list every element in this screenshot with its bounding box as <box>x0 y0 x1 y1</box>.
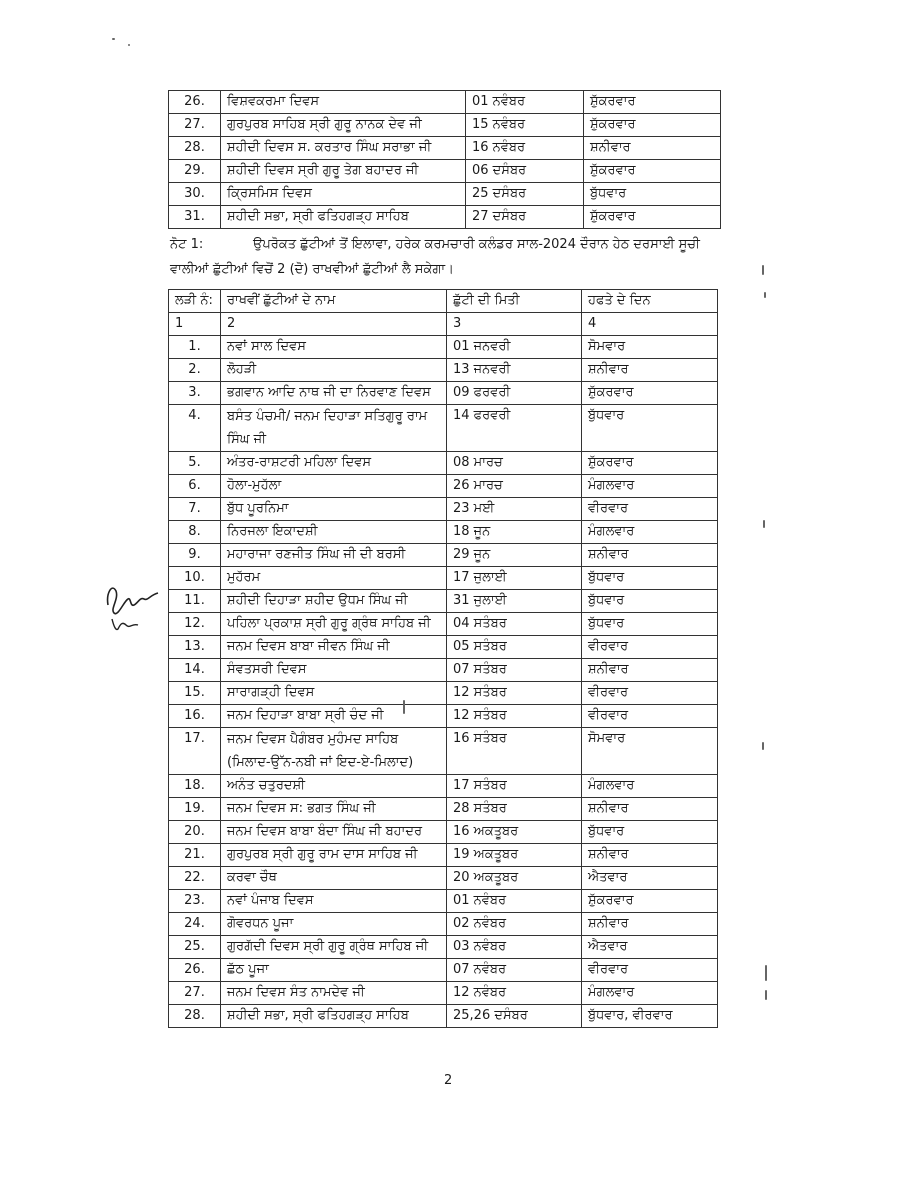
holiday-date: 31 ਜੁਲਾਈ <box>447 590 582 613</box>
table-row <box>169 498 718 521</box>
serial-number: 5. <box>169 452 221 475</box>
table-row <box>169 821 718 844</box>
holiday-name: ਸ਼ਹੀਦੀ ਸਭਾ, ਸ੍ਰੀ ਫਤਿਹਗੜ੍ਹ ਸਾਹਿਬ <box>221 1005 447 1028</box>
table-row <box>169 959 718 982</box>
table-row <box>169 91 721 114</box>
holiday-date: 15 ਨਵੰਬਰ <box>466 114 584 137</box>
weekday: ਬੁੱਧਵਾਰ <box>582 590 718 613</box>
note-text: ਉਪਰੋਕਤ ਛੁੱਟੀਆਂ ਤੋਂ ਇਲਾਵਾ, ਹਰੇਕ ਕਰਮਚਾਰੀ ਕਲੰਡਰ ਸਾਲ-2024 ਦੌਰਾਨ ਹੇਠ ਦਰਸਾਈ ਸੂਚੀ <box>253 237 700 252</box>
serial-number: 25. <box>169 936 221 959</box>
serial-number: 17. <box>169 728 221 775</box>
column-header-serial: ਲੜੀ ਨੰ: <box>169 290 221 313</box>
weekday: ਐਤਵਾਰ <box>582 867 718 890</box>
weekday: ਸ਼ੁੱਕਰਵਾਰ <box>582 452 718 475</box>
table-row <box>169 867 718 890</box>
serial-number: 6. <box>169 475 221 498</box>
table-row <box>169 659 718 682</box>
holiday-name: ਸ਼ਹੀਦੀ ਦਿਵਸ ਸ੍ਰੀ ਗੁਰੂ ਤੇਗ ਬਹਾਦਰ ਜੀ <box>221 160 466 183</box>
holiday-name: ਗੁਰਪੁਰਬ ਸ੍ਰੀ ਗੁਰੂ ਰਾਮ ਦਾਸ ਸਾਹਿਬ ਜੀ <box>221 844 447 867</box>
page-number: 2 <box>444 1073 453 1088</box>
weekday: ਵੀਰਵਾਰ <box>582 682 718 705</box>
weekday: ਸ਼ਨੀਵਾਰ <box>582 544 718 567</box>
weekday: ਸ਼ਨੀਵਾਰ <box>582 913 718 936</box>
table-header-row <box>169 290 718 313</box>
weekday: ਮੰਗਲਵਾਰ <box>582 521 718 544</box>
weekday: ਸ਼ੁੱਕਰਵਾਰ <box>584 114 721 137</box>
table-row <box>169 775 718 798</box>
holiday-date: 25 ਦਸੰਬਰ <box>466 183 584 206</box>
serial-number: 21. <box>169 844 221 867</box>
serial-number: 20. <box>169 821 221 844</box>
holiday-name: ਸ਼ਹੀਦੀ ਸਭਾ, ਸ੍ਰੀ ਫਤਿਹਗੜ੍ਹ ਸਾਹਿਬ <box>221 206 466 229</box>
column-number: 4 <box>582 313 718 336</box>
weekday: ਬੁੱਧਵਾਰ <box>582 613 718 636</box>
serial-number: 3. <box>169 382 221 405</box>
holiday-name: ਗੁਰਪੁਰਬ ਸਾਹਿਬ ਸ੍ਰੀ ਗੁਰੂ ਨਾਨਕ ਦੇਵ ਜੀ <box>221 114 466 137</box>
holiday-name: ਮਹਾਰਾਜਾ ਰਣਜੀਤ ਸਿੰਘ ਜੀ ਦੀ ਬਰਸੀ <box>221 544 447 567</box>
weekday: ਵੀਰਵਾਰ <box>582 636 718 659</box>
weekday: ਮੰਗਲਵਾਰ <box>582 982 718 1005</box>
holiday-date: 03 ਨਵੰਬਰ <box>447 936 582 959</box>
table-row <box>169 613 718 636</box>
holiday-date: 01 ਨਵੰਬਰ <box>466 91 584 114</box>
table-row <box>169 137 721 160</box>
table-row <box>169 798 718 821</box>
table-row <box>169 452 718 475</box>
scan-speck <box>112 38 115 40</box>
serial-number: 26. <box>169 959 221 982</box>
table-row <box>169 382 718 405</box>
serial-number: 19. <box>169 798 221 821</box>
holiday-name: ਅੰਤਰ-ਰਾਸ਼ਟਰੀ ਮਹਿਲਾ ਦਿਵਸ <box>221 452 447 475</box>
weekday: ਸੋਮਵਾਰ <box>582 728 718 775</box>
table-row <box>169 936 718 959</box>
serial-number: 11. <box>169 590 221 613</box>
weekday: ਸ਼ੁੱਕਰਵਾਰ <box>584 91 721 114</box>
holiday-date: 17 ਸਤੰਬਰ <box>447 775 582 798</box>
holiday-table-continued <box>168 90 721 229</box>
holiday-date: 19 ਅਕਤੂਬਰ <box>447 844 582 867</box>
holiday-name: ਜਨਮ ਦਿਵਸ ਸੰਤ ਨਾਮਦੇਵ ਜੀ <box>221 982 447 1005</box>
holiday-date: 16 ਸਤੰਬਰ <box>447 728 582 775</box>
scan-speck <box>765 990 767 1000</box>
handwritten-signature <box>100 575 166 639</box>
serial-number: 29. <box>169 160 221 183</box>
weekday: ਐਤਵਾਰ <box>582 936 718 959</box>
holiday-date: 12 ਸਤੰਬਰ <box>447 705 582 728</box>
weekday: ਬੁੱਧਵਾਰ <box>582 405 718 452</box>
weekday: ਵੀਰਵਾਰ <box>582 705 718 728</box>
table-row <box>169 336 718 359</box>
holiday-name: ਸ਼ਹੀਦੀ ਦਿਹਾੜਾ ਸ਼ਹੀਦ ਉਧਮ ਸਿੰਘ ਜੀ <box>221 590 447 613</box>
holiday-date: 06 ਦਸੰਬਰ <box>466 160 584 183</box>
holiday-name: ਜਨਮ ਦਿਵਸ ਪੈਗੰਬਰ ਮੁਹੰਮਦ ਸਾਹਿਬ (ਮਿਲਾਦ-ਉੱਨ-ਨਬੀ ਜਾਂ ਇਦ-ਏ-ਮਿਲਾਦ) <box>221 728 447 775</box>
serial-number: 9. <box>169 544 221 567</box>
table-row <box>169 359 718 382</box>
holiday-name: ਜਨਮ ਦਿਵਸ ਸ: ਭਗਤ ਸਿੰਘ ਜੀ <box>221 798 447 821</box>
serial-number: 2. <box>169 359 221 382</box>
holiday-name: ਨਵਾਂ ਸਾਲ ਦਿਵਸ <box>221 336 447 359</box>
holiday-name: ਨਿਰਜਲਾ ਇਕਾਦਸ਼ੀ <box>221 521 447 544</box>
holiday-date: 20 ਅਕਤੂਬਰ <box>447 867 582 890</box>
table-row <box>169 567 718 590</box>
weekday: ਮੰਗਲਵਾਰ <box>582 475 718 498</box>
serial-number: 22. <box>169 867 221 890</box>
serial-number: 28. <box>169 137 221 160</box>
scan-speck <box>764 292 766 298</box>
holiday-name: ਜਨਮ ਦਿਵਸ ਬਾਬਾ ਜੀਵਨ ਸਿੰਘ ਜੀ <box>221 636 447 659</box>
weekday: ਸ਼ਨੀਵਾਰ <box>584 137 721 160</box>
holiday-date: 16 ਨਵੰਬਰ <box>466 137 584 160</box>
holiday-name: ਮੁਹੱਰਮ <box>221 567 447 590</box>
note-continuation: ਵਾਲੀਆਂ ਛੁੱਟੀਆਂ ਵਿਚੋਂ 2 (ਦੋ) ਰਾਖਵੀਆਂ ਛੁੱਟੀਆਂ ਲੈ ਸਕੇਗਾ। <box>170 262 454 277</box>
holiday-date: 29 ਜੂਨ <box>447 544 582 567</box>
holiday-date: 09 ਫਰਵਰੀ <box>447 382 582 405</box>
holiday-name: ਜਨਮ ਦਿਵਸ ਬਾਬਾ ਬੰਦਾ ਸਿੰਘ ਜੀ ਬਹਾਦਰ <box>221 821 447 844</box>
table-row <box>169 913 718 936</box>
column-number-row <box>169 313 718 336</box>
table-row <box>169 728 718 775</box>
holiday-date: 26 ਮਾਰਚ <box>447 475 582 498</box>
weekday: ਸ਼ਨੀਵਾਰ <box>582 798 718 821</box>
table-row <box>169 844 718 867</box>
serial-number: 28. <box>169 1005 221 1028</box>
weekday: ਵੀਰਵਾਰ <box>582 959 718 982</box>
holiday-date: 25,26 ਦਸੰਬਰ <box>447 1005 582 1028</box>
serial-number: 14. <box>169 659 221 682</box>
serial-number: 12. <box>169 613 221 636</box>
holiday-name: ਕ੍ਰਿਸਮਿਸ ਦਿਵਸ <box>221 183 466 206</box>
column-number: 1 <box>169 313 221 336</box>
table-row <box>169 682 718 705</box>
holiday-date: 01 ਜਨਵਰੀ <box>447 336 582 359</box>
table-row <box>169 405 718 452</box>
table-row <box>169 160 721 183</box>
serial-number: 23. <box>169 890 221 913</box>
table-row <box>169 183 721 206</box>
holiday-date: 13 ਜਨਵਰੀ <box>447 359 582 382</box>
serial-number: 27. <box>169 114 221 137</box>
weekday: ਬੁੱਧਵਾਰ <box>582 567 718 590</box>
holiday-name: ਬਸੰਤ ਪੰਚਮੀ/ ਜਨਮ ਦਿਹਾੜਾ ਸਤਿਗੁਰੂ ਰਾਮ ਸਿੰਘ ਜੀ <box>221 405 447 452</box>
column-header-day: ਹਫਤੇ ਦੇ ਦਿਨ <box>582 290 718 313</box>
weekday: ਸ਼ੁੱਕਰਵਾਰ <box>582 890 718 913</box>
holiday-name: ਗੋਵਰਧਨ ਪੂਜਾ <box>221 913 447 936</box>
holiday-name: ਨਵਾਂ ਪੰਜਾਬ ਦਿਵਸ <box>221 890 447 913</box>
table-row <box>169 982 718 1005</box>
holiday-date: 14 ਫਰਵਰੀ <box>447 405 582 452</box>
scan-speck <box>765 965 767 981</box>
scan-speck <box>403 700 405 714</box>
weekday: ਵੀਰਵਾਰ <box>582 498 718 521</box>
holiday-name: ਗੁਰਗੱਦੀ ਦਿਵਸ ਸ੍ਰੀ ਗੁਰੂ ਗ੍ਰੰਥ ਸਾਹਿਬ ਜੀ <box>221 936 447 959</box>
weekday: ਸ਼ਨੀਵਾਰ <box>582 844 718 867</box>
weekday: ਸ਼ੁੱਕਰਵਾਰ <box>582 382 718 405</box>
holiday-date: 08 ਮਾਰਚ <box>447 452 582 475</box>
serial-number: 18. <box>169 775 221 798</box>
holiday-name: ਛੱਠ ਪੂਜਾ <box>221 959 447 982</box>
serial-number: 7. <box>169 498 221 521</box>
column-header-date: ਛੁੱਟੀ ਦੀ ਮਿਤੀ <box>447 290 582 313</box>
holiday-date: 23 ਮਈ <box>447 498 582 521</box>
table-row <box>169 636 718 659</box>
table-row <box>169 521 718 544</box>
holiday-name: ਅਨੰਤ ਚਤੁਰਦਸ਼ੀ <box>221 775 447 798</box>
serial-number: 4. <box>169 405 221 452</box>
scan-speck <box>763 520 765 528</box>
holiday-name: ਲੋਹੜੀ <box>221 359 447 382</box>
holiday-name: ਬੁੱਧ ਪੂਰਨਿਮਾ <box>221 498 447 521</box>
holiday-date: 17 ਜੁਲਾਈ <box>447 567 582 590</box>
holiday-name: ਭਗਵਾਨ ਆਦਿ ਨਾਥ ਜੀ ਦਾ ਨਿਰਵਾਣ ਦਿਵਸ <box>221 382 447 405</box>
scan-speck <box>128 44 130 46</box>
column-number: 2 <box>221 313 447 336</box>
holiday-date: 07 ਨਵੰਬਰ <box>447 959 582 982</box>
serial-number: 26. <box>169 91 221 114</box>
weekday: ਸ਼ੁੱਕਰਵਾਰ <box>584 206 721 229</box>
serial-number: 15. <box>169 682 221 705</box>
holiday-date: 28 ਸਤੰਬਰ <box>447 798 582 821</box>
weekday: ਸੋਮਵਾਰ <box>582 336 718 359</box>
note-label: ਨੋਟ 1: <box>170 237 204 252</box>
serial-number: 31. <box>169 206 221 229</box>
table-row <box>169 475 718 498</box>
table-row <box>169 206 721 229</box>
holiday-name: ਹੋਲਾ-ਮੁਹੱਲਾ <box>221 475 447 498</box>
scan-speck <box>762 742 764 750</box>
holiday-date: 12 ਨਵੰਬਰ <box>447 982 582 1005</box>
weekday: ਮੰਗਲਵਾਰ <box>582 775 718 798</box>
table-row <box>169 544 718 567</box>
serial-number: 13. <box>169 636 221 659</box>
column-header-name: ਰਾਖਵੀਂ ਛੁੱਟੀਆਂ ਦੇ ਨਾਮ <box>221 290 447 313</box>
holiday-date: 01 ਨਵੰਬਰ <box>447 890 582 913</box>
serial-number: 30. <box>169 183 221 206</box>
holiday-date: 18 ਜੂਨ <box>447 521 582 544</box>
table-row <box>169 705 718 728</box>
table-row <box>169 1005 718 1028</box>
holiday-name: ਵਿਸ਼ਵਕਰਮਾ ਦਿਵਸ <box>221 91 466 114</box>
holiday-name: ਕਰਵਾ ਚੌਥ <box>221 867 447 890</box>
serial-number: 10. <box>169 567 221 590</box>
serial-number: 1. <box>169 336 221 359</box>
serial-number: 8. <box>169 521 221 544</box>
serial-number: 16. <box>169 705 221 728</box>
holiday-date: 05 ਸਤੰਬਰ <box>447 636 582 659</box>
holiday-name: ਸਾਰਾਗੜ੍ਹੀ ਦਿਵਸ <box>221 682 447 705</box>
holiday-name: ਜਨਮ ਦਿਹਾੜਾ ਬਾਬਾ ਸ੍ਰੀ ਚੰਦ ਜੀ <box>221 705 447 728</box>
serial-number: 27. <box>169 982 221 1005</box>
column-number: 3 <box>447 313 582 336</box>
serial-number: 24. <box>169 913 221 936</box>
table-row <box>169 590 718 613</box>
holiday-date: 16 ਅਕਤੂਬਰ <box>447 821 582 844</box>
holiday-name: ਪਹਿਲਾ ਪ੍ਰਕਾਸ਼ ਸ੍ਰੀ ਗੁਰੂ ਗ੍ਰੰਥ ਸਾਹਿਬ ਜੀ <box>221 613 447 636</box>
weekday: ਬੁੱਧਵਾਰ <box>584 183 721 206</box>
holiday-date: 12 ਸਤੰਬਰ <box>447 682 582 705</box>
restricted-holiday-table <box>168 289 718 1028</box>
scan-speck <box>762 265 764 275</box>
weekday: ਸ਼ਨੀਵਾਰ <box>582 659 718 682</box>
weekday: ਸ਼ਨੀਵਾਰ <box>582 359 718 382</box>
holiday-date: 07 ਸਤੰਬਰ <box>447 659 582 682</box>
weekday: ਸ਼ੁੱਕਰਵਾਰ <box>584 160 721 183</box>
holiday-name: ਸ਼ਹੀਦੀ ਦਿਵਸ ਸ. ਕਰਤਾਰ ਸਿੰਘ ਸਰਾਭਾ ਜੀ <box>221 137 466 160</box>
table-row <box>169 890 718 913</box>
table-row <box>169 114 721 137</box>
holiday-date: 02 ਨਵੰਬਰ <box>447 913 582 936</box>
weekday: ਬੁੱਧਵਾਰ <box>582 821 718 844</box>
holiday-date: 27 ਦਸੰਬਰ <box>466 206 584 229</box>
holiday-name: ਸੰਵਤਸਰੀ ਦਿਵਸ <box>221 659 447 682</box>
weekday: ਬੁੱਧਵਾਰ, ਵੀਰਵਾਰ <box>582 1005 718 1028</box>
holiday-date: 04 ਸਤੰਬਰ <box>447 613 582 636</box>
